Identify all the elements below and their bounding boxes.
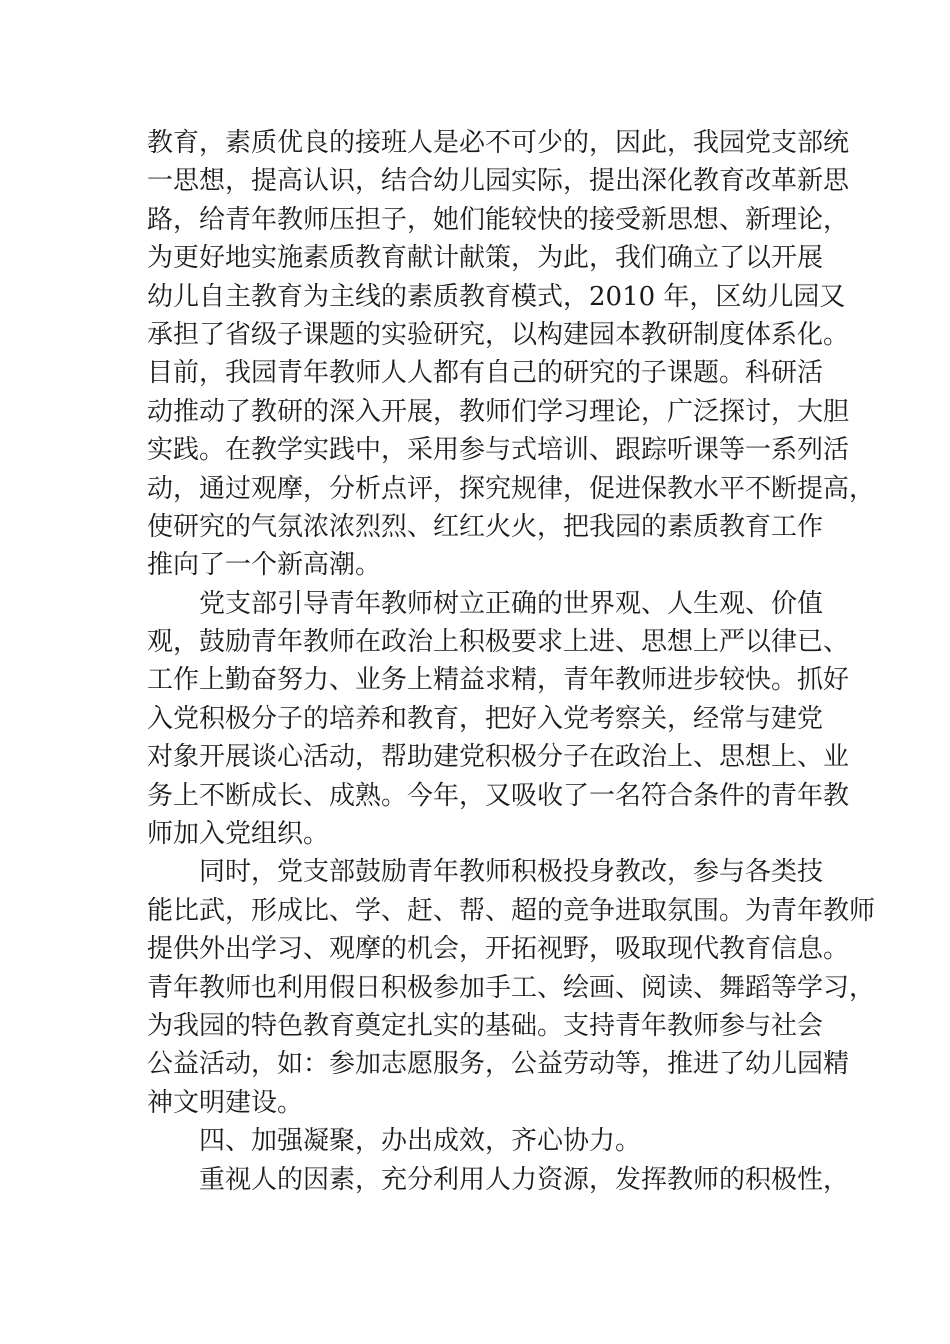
text-line: 工作上勤奋努力、业务上精益求精，青年教师进步较快。抓好 <box>147 665 850 696</box>
text-line: 观，鼓励青年教师在政治上积极要求上进、思想上严以律已、 <box>147 627 850 658</box>
heading-line: 四、加强凝聚，办出成效，齐心协力。 <box>199 1126 642 1157</box>
text-line: 青年教师也利用假日积极参加手工、绘画、阅读、舞蹈等学习， <box>147 972 876 1003</box>
text-line: 公益活动，如：参加志愿服务，公益劳动等，推进了幼儿园精 <box>147 1049 850 1080</box>
section-heading <box>147 1122 817 1160</box>
paragraph-2 <box>147 585 850 854</box>
text-line: 重视人的因素，充分利用人力资源，发挥教师的积极性， <box>199 1164 850 1195</box>
text-line: 为更好地实施素质教育献计献策，为此，我们确立了以开展 <box>147 243 824 274</box>
text-line: 动推动了教研的深入开展，教师们学习理论，广泛探讨，大胆 <box>147 396 850 427</box>
text-line: 使研究的气氛浓浓烈烈、红红火火，把我园的素质教育工作 <box>147 511 824 542</box>
text-line: 为我园的特色教育奠定扎实的基础。支持青年教师参与社会 <box>147 1010 824 1041</box>
text-line: 提供外出学习、观摩的机会，开拓视野，吸取现代教育信息。 <box>147 934 850 965</box>
text-line: 同时，党支部鼓励青年教师积极投身教改，参与各类技 <box>199 857 824 888</box>
paragraph-3 <box>147 853 876 1122</box>
text-line: 神文明建设。 <box>147 1087 304 1118</box>
paragraph-1 <box>147 124 876 585</box>
text-line: 对象开展谈心活动，帮助建党积极分子在政治上、思想上、业 <box>147 742 850 773</box>
text-line: 目前，我园青年教师人人都有自己的研究的子课题。科研活 <box>147 358 824 389</box>
text-line: 能比武，形成比、学、赶、帮、超的竞争进取氛围。为青年教师 <box>147 895 876 926</box>
text-line: 幼儿自主教育为主线的素质教育模式，2010 年，区幼儿园又 <box>147 281 846 312</box>
document-body <box>147 124 876 1199</box>
text-line: 务上不断成长、成熟。今年，又吸收了一名符合条件的青年教 <box>147 780 850 811</box>
text-line: 动，通过观摩，分析点评，探究规律，促进保教水平不断提高， <box>147 473 876 504</box>
paragraph-5 <box>147 1161 850 1199</box>
text-line: 承担了省级子课题的实验研究，以构建园本教研制度体系化。 <box>147 319 850 350</box>
text-line: 师加入党组织。 <box>147 819 330 850</box>
text-line: 路，给青年教师压担子，她们能较快的接受新思想、新理论， <box>147 204 850 235</box>
text-line: 教育，素质优良的接班人是必不可少的，因此，我园党支部统 <box>147 128 850 158</box>
text-line: 推向了一个新高潮。 <box>147 550 382 581</box>
text-line: 入党积极分子的培养和教育，把好入党考察关，经常与建党 <box>147 703 824 734</box>
text-line: 一思想，提高认识，结合幼儿园实际，提出深化教育改革新思 <box>147 166 850 197</box>
text-line: 实践。在教学实践中，采用参与式培训、跟踪听课等一系列活 <box>147 435 850 466</box>
text-line: 党支部引导青年教师树立正确的世界观、人生观、价值 <box>199 588 824 619</box>
